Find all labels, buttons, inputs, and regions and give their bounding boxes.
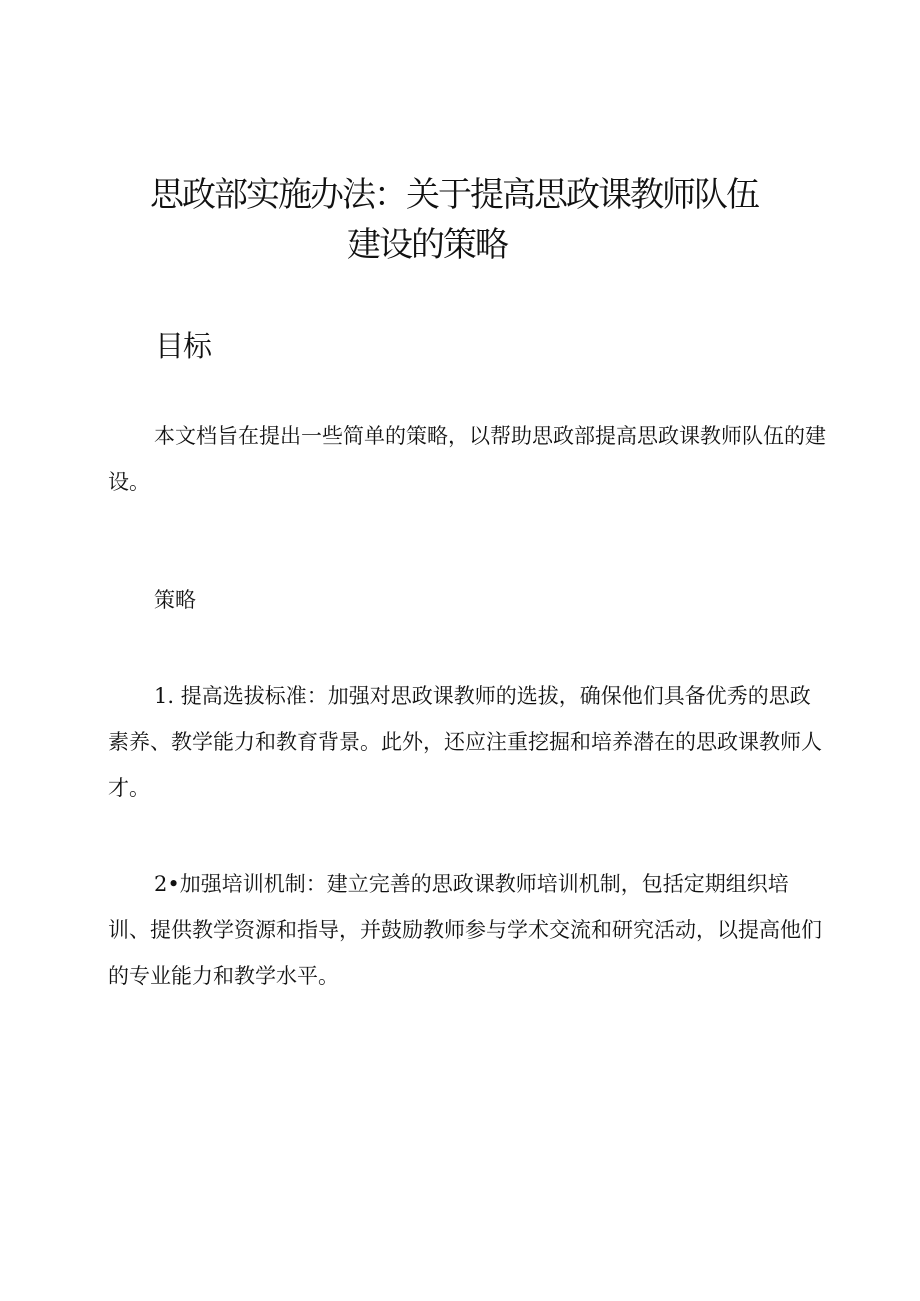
intro-paragraph: 本文档旨在提出一些简单的策略，以帮助思政部提高思政课教师队伍的建设。 — [108, 424, 826, 494]
strategy-label: 策略 — [154, 588, 196, 612]
document-title — [150, 170, 815, 270]
section-heading-goal: 目标 — [155, 329, 212, 363]
strategy-item-2: 2•加强培训机制：建立完善的思政课教师培训机制，包括定期组织培训、提供教学资源和指导，并鼓励教师参与学术交流和研究活动，以提高他们的专业能力和教学水平。 — [108, 872, 822, 988]
title-line-2: 建设的策略 — [347, 225, 507, 265]
title-line-1: 思政部实施办法：关于提高思政课教师队伍 — [150, 175, 758, 215]
strategy-item-1: 1. 提高选拔标准：加强对思政课教师的选拔，确保他们具备优秀的思政素养、教学能力和教育背景。此外，还应注重挖掘和培养潜在的思政课教师人才。 — [108, 684, 822, 800]
